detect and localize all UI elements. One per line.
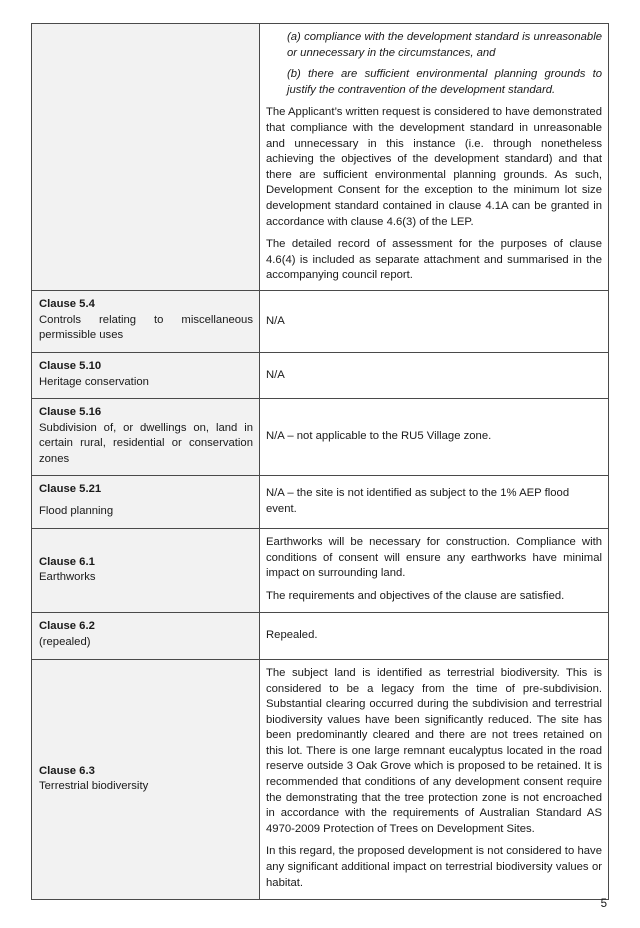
assessment-paragraph: N/A – the site is not identified as subject to the 1% AEP flood event. bbox=[266, 487, 570, 515]
table-row-continuation bbox=[32, 24, 609, 291]
clause-cell bbox=[32, 290, 260, 352]
clause-subject: Controls relating to miscellaneous permissible uses bbox=[39, 313, 253, 342]
clause-number: Clause 5.16 bbox=[39, 405, 102, 418]
assessment-cell bbox=[260, 352, 609, 398]
assessment-cell bbox=[260, 659, 609, 899]
clause-subject: Heritage conservation bbox=[39, 375, 149, 388]
clause-subject: Earthworks bbox=[39, 571, 96, 584]
clause-cell bbox=[32, 352, 260, 398]
table-row bbox=[32, 659, 609, 899]
clause-subject: (repealed) bbox=[39, 635, 91, 648]
table-body bbox=[32, 24, 609, 900]
assessment-cell bbox=[260, 290, 609, 352]
quote-a: (a) compliance with the development standard is unreasonable or unnecessary in the circumstances, and bbox=[287, 31, 602, 59]
clause-cell bbox=[32, 659, 260, 899]
clause-cell bbox=[32, 398, 260, 475]
clause-cell-empty bbox=[32, 24, 260, 291]
clause-number: Clause 6.2 bbox=[39, 619, 95, 632]
assessment-cell-continuation bbox=[260, 24, 609, 291]
clause-subject: Flood planning bbox=[39, 504, 114, 517]
assessment-paragraph: The detailed record of assessment for the purposes of clause 4.6(4) is included as separate attachment and summarised in the accompanying council report. bbox=[266, 238, 602, 282]
clause-cell bbox=[32, 528, 260, 612]
clause-number: Clause 5.4 bbox=[39, 297, 95, 310]
assessment-paragraph: The requirements and objectives of the clause are satisfied. bbox=[266, 589, 565, 602]
table-row bbox=[32, 612, 609, 659]
table-row bbox=[32, 475, 609, 528]
assessment-paragraph: In this regard, the proposed development is not considered to have any significant additional impact on terrestrial biodiversity values or habitat. bbox=[266, 845, 602, 889]
clause-number: Clause 6.1 bbox=[39, 555, 95, 568]
assessment-paragraph: N/A bbox=[266, 368, 285, 381]
clause-cell bbox=[32, 475, 260, 528]
clause-subject: Terrestrial biodiversity bbox=[39, 780, 149, 793]
assessment-cell bbox=[260, 612, 609, 659]
assessment-cell bbox=[260, 475, 609, 528]
clause-subject: Subdivision of, or dwellings on, land in certain rural, residential or conservation zones bbox=[39, 421, 253, 465]
quote-b: (b) there are sufficient environmental planning grounds to justify the contravention of the development standard. bbox=[287, 68, 602, 96]
table-row bbox=[32, 290, 609, 352]
page-number: 5 bbox=[600, 898, 607, 910]
clause-number: Clause 5.10 bbox=[39, 359, 102, 372]
table-row bbox=[32, 528, 609, 612]
clause-cell bbox=[32, 612, 260, 659]
assessment-cell bbox=[260, 528, 609, 612]
assessment-cell bbox=[260, 398, 609, 475]
assessment-paragraph: Repealed. bbox=[266, 629, 318, 642]
assessment-paragraph: Earthworks will be necessary for construction. Compliance with conditions of consent will ensure any earthworks have minimal impact on surrounding land. bbox=[266, 535, 602, 580]
assessment-paragraph: N/A – not applicable to the RU5 Village zone. bbox=[266, 430, 492, 443]
table-row bbox=[32, 352, 609, 398]
clause-assessment-table bbox=[31, 23, 609, 900]
clause-number: Clause 6.3 bbox=[39, 764, 95, 777]
assessment-paragraph: The Applicant’s written request is considered to have demonstrated that compliance with the development standard in unreasonable and unnecessary in this instance (i.e. through nonetheless achieving the objectives of the development standard) and that there are sufficient environmental planning grounds. As such, Development Consent for the exception to the minimum lot size development standard contained in clause 4.1A can be granted in accordance with clause 4.6(3) of the LEP. bbox=[266, 106, 602, 228]
clause-number: Clause 5.21 bbox=[39, 482, 102, 495]
assessment-paragraph: The subject land is identified as terrestrial biodiversity. This is considered to be a legacy from the time of pre-subdivision. Substantial clearing occurred during the subdivision and terrestrial biodiversity values have been significantly reduced. The site has been predominantly cleared and there are not trees retained on this lot. There is one large remnant eucalyptus located in the road reserve outside 3 Oak Grove which is proposed to be retained. It is recommended that conditions of any development consent require the demonstrating that the tree protection zone is not encroached in accordance with the requirements of Australian Standard AS 4970-2009 Protection of Trees on Development Sites. bbox=[266, 666, 602, 835]
assessment-paragraph: N/A bbox=[266, 314, 285, 327]
table-row bbox=[32, 398, 609, 475]
